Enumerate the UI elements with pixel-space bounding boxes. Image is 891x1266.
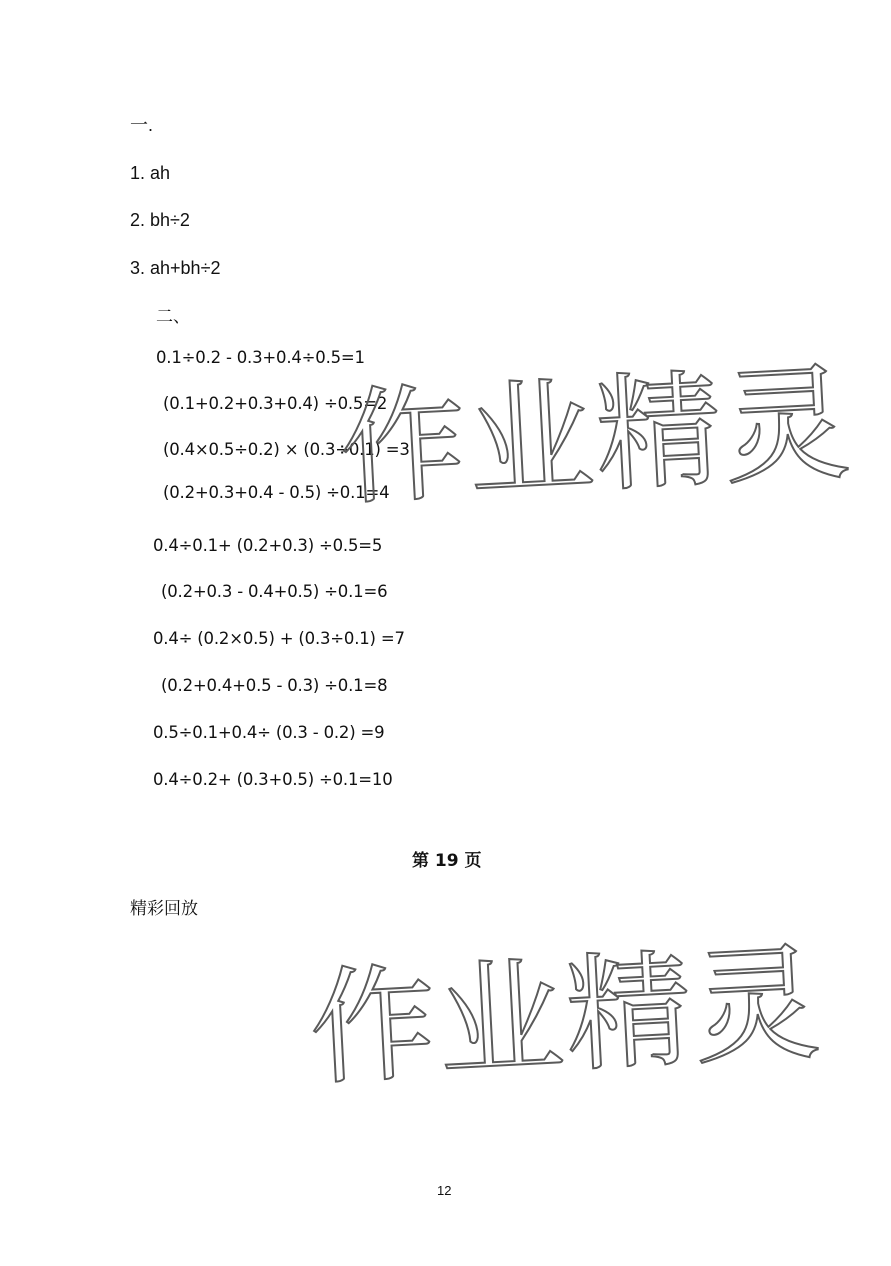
equation-10: 0.4÷0.2+ (0.3+0.5) ÷0.1=10 [153,770,393,789]
section-2-heading: 二、 [156,307,190,327]
answer-item-3: 3. ah+bh÷2 [130,258,221,278]
equation-3: (0.4×0.5÷0.2) × (0.3÷0.1) =3 [163,440,410,459]
watermark-bottom: 作业精灵 [306,929,826,1103]
equation-9: 0.5÷0.1+0.4÷ (0.3 - 0.2) =9 [153,723,385,742]
section-1-heading: 一. [130,115,154,135]
answer-item-2: 2. bh÷2 [130,210,190,230]
page-number: 12 [437,1183,452,1198]
equation-5: 0.4÷0.1+ (0.2+0.3) ÷0.5=5 [153,536,383,555]
watermark-top: 作业精灵 [336,349,856,523]
equation-1: 0.1÷0.2 - 0.3+0.4÷0.5=1 [156,348,365,367]
equation-6: (0.2+0.3 - 0.4+0.5) ÷0.1=6 [161,582,388,601]
answer-item-1: 1. ah [130,163,171,183]
subheading: 精彩回放 [130,899,198,919]
equation-2: (0.1+0.2+0.3+0.4) ÷0.5=2 [163,394,388,413]
equation-8: (0.2+0.4+0.5 - 0.3) ÷0.1=8 [161,676,388,695]
equation-4: (0.2+0.3+0.4 - 0.5) ÷0.1=4 [163,483,390,502]
equation-7: 0.4÷ (0.2×0.5) + (0.3÷0.1) =7 [153,629,405,648]
page-title: 第 19 页 [412,851,482,871]
